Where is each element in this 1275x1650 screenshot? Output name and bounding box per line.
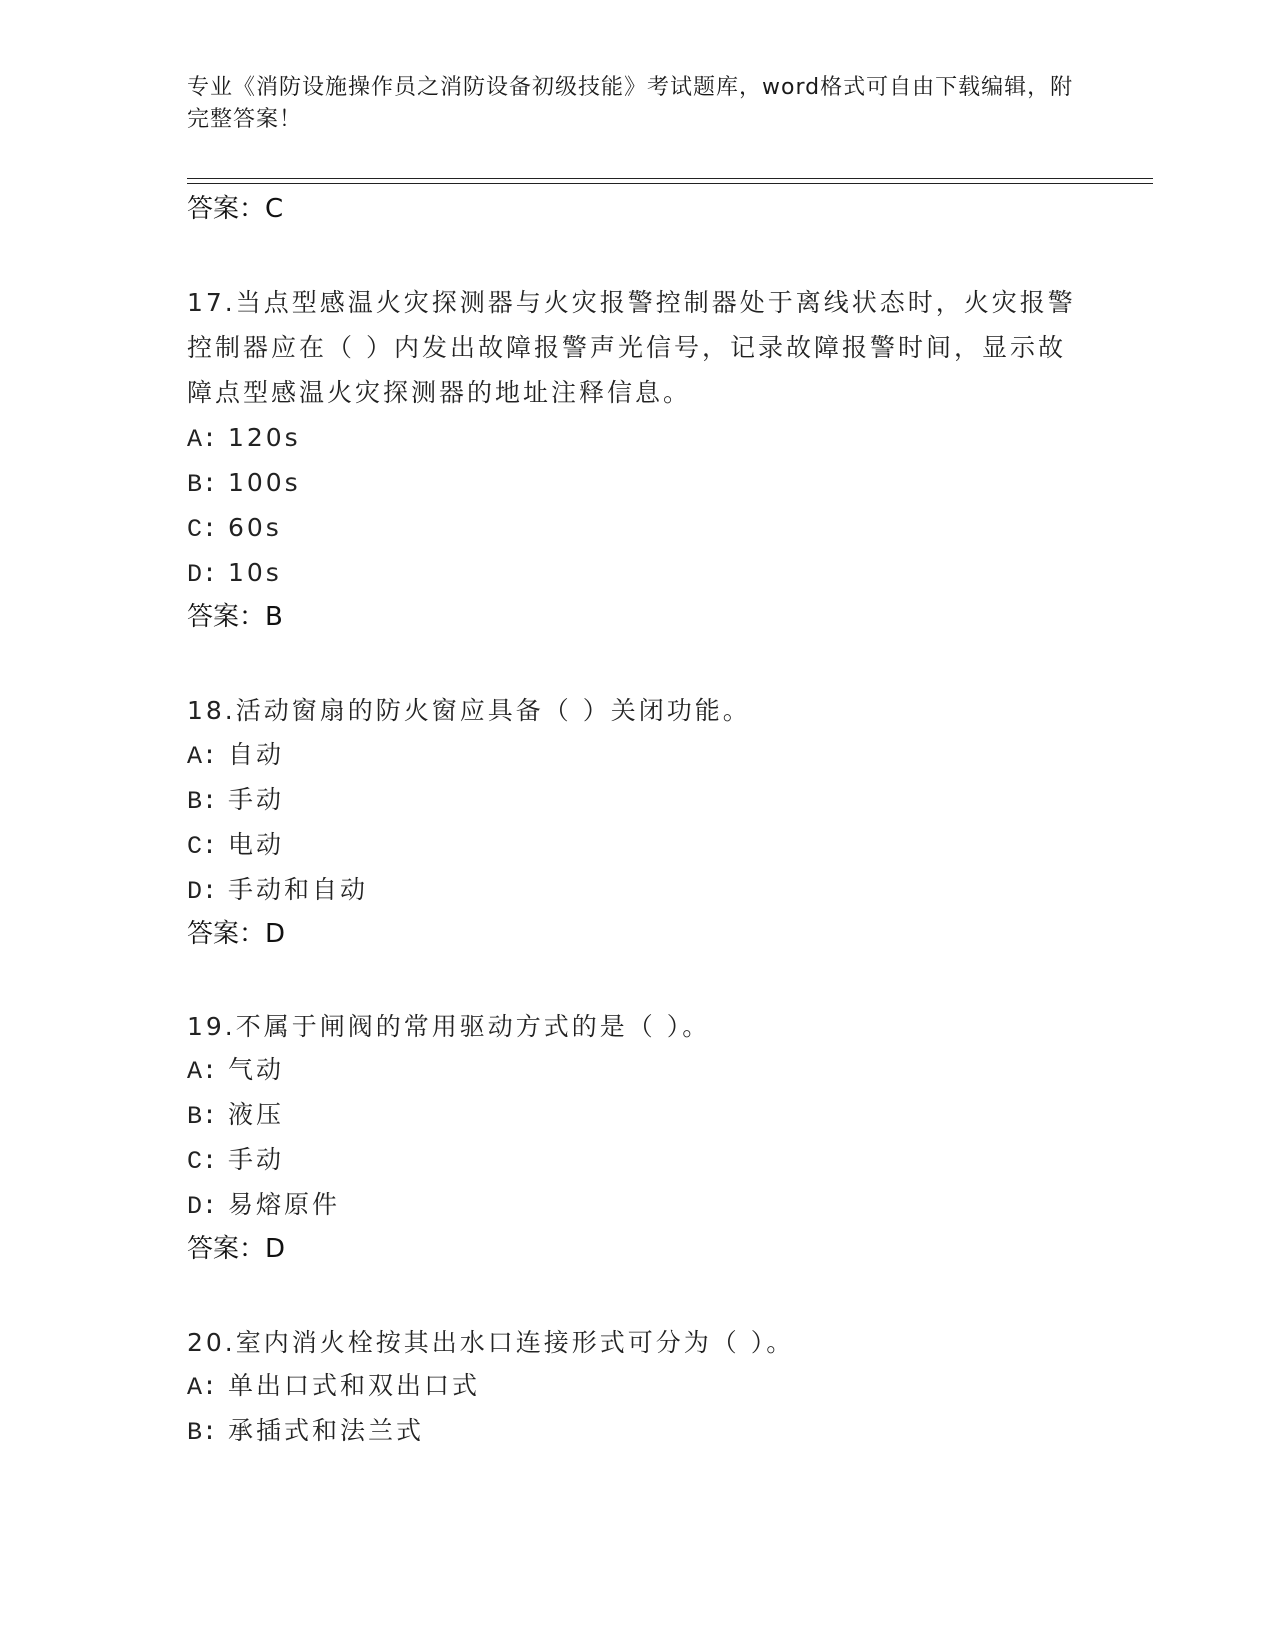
option-key: B: xyxy=(187,787,218,816)
option-text: 液压 xyxy=(227,1100,284,1129)
option-text: 手动 xyxy=(227,785,284,814)
question-20-stem: 20.室内消火栓按其出水口连接形式可分为（ ）。 xyxy=(187,1328,795,1357)
question-19-option-d xyxy=(187,1189,340,1223)
option-key: C: xyxy=(187,515,218,544)
option-text: 60s xyxy=(227,513,282,542)
question-19-option-c xyxy=(187,1144,284,1178)
question-20-option-a xyxy=(187,1370,480,1404)
option-text: 气动 xyxy=(227,1055,284,1084)
option-text: 手动和自动 xyxy=(227,875,368,904)
question-19-option-b xyxy=(187,1099,284,1133)
question-17-option-c xyxy=(187,512,282,546)
question-18-option-c xyxy=(187,829,284,863)
option-text: 自动 xyxy=(227,740,284,769)
option-key: B: xyxy=(187,1102,218,1131)
option-text: 10s xyxy=(227,558,282,587)
answer-18: 答案：D xyxy=(187,919,286,949)
option-key: C: xyxy=(187,832,218,861)
option-text: 单出口式和双出口式 xyxy=(227,1371,480,1400)
answer-19: 答案：D xyxy=(187,1234,286,1264)
option-text: 承插式和法兰式 xyxy=(227,1416,424,1445)
question-17-stem: 17.当点型感温火灾探测器与火灾报警控制器处于离线状态时，火灾报警控制器应在（ ）内发出故障报警声光信号，记录故障报警时间，显示故障点型感温火灾探测器的地址注释信息。 xyxy=(187,288,1076,407)
option-key: A: xyxy=(187,425,218,454)
question-17-option-d xyxy=(187,557,282,591)
option-key: D: xyxy=(187,560,218,589)
option-text: 120s xyxy=(227,423,301,452)
question-18-stem: 18.活动窗扇的防火窗应具备（ ）关闭功能。 xyxy=(187,696,751,725)
answer-prev: 答案：C xyxy=(187,194,284,224)
question-18-option-d xyxy=(187,874,368,908)
question-19-stem: 19.不属于闸阀的常用驱动方式的是（ ）。 xyxy=(187,1012,711,1041)
question-18-option-a xyxy=(187,739,284,773)
header-divider-top xyxy=(187,178,1153,179)
option-key: B: xyxy=(187,470,218,499)
document-header: 专业《消防设施操作员之消防设备初级技能》考试题库，word格式可自由下载编辑，附完整答案！ xyxy=(187,75,1074,132)
option-text: 易熔原件 xyxy=(227,1190,340,1219)
header-divider-bottom xyxy=(187,183,1153,184)
option-key: D: xyxy=(187,1192,218,1221)
option-key: A: xyxy=(187,1373,218,1402)
question-20-option-b xyxy=(187,1415,424,1449)
option-key: D: xyxy=(187,877,218,906)
option-key: B: xyxy=(187,1418,218,1447)
question-17-option-b xyxy=(187,467,301,501)
option-text: 手动 xyxy=(227,1145,284,1174)
option-key: A: xyxy=(187,1057,218,1086)
option-key: A: xyxy=(187,742,218,771)
question-19-option-a xyxy=(187,1054,284,1088)
question-18-option-b xyxy=(187,784,284,818)
option-text: 电动 xyxy=(227,830,284,859)
question-17-option-a xyxy=(187,422,301,456)
option-key: C: xyxy=(187,1147,218,1176)
answer-17: 答案：B xyxy=(187,602,283,632)
option-text: 100s xyxy=(227,468,301,497)
